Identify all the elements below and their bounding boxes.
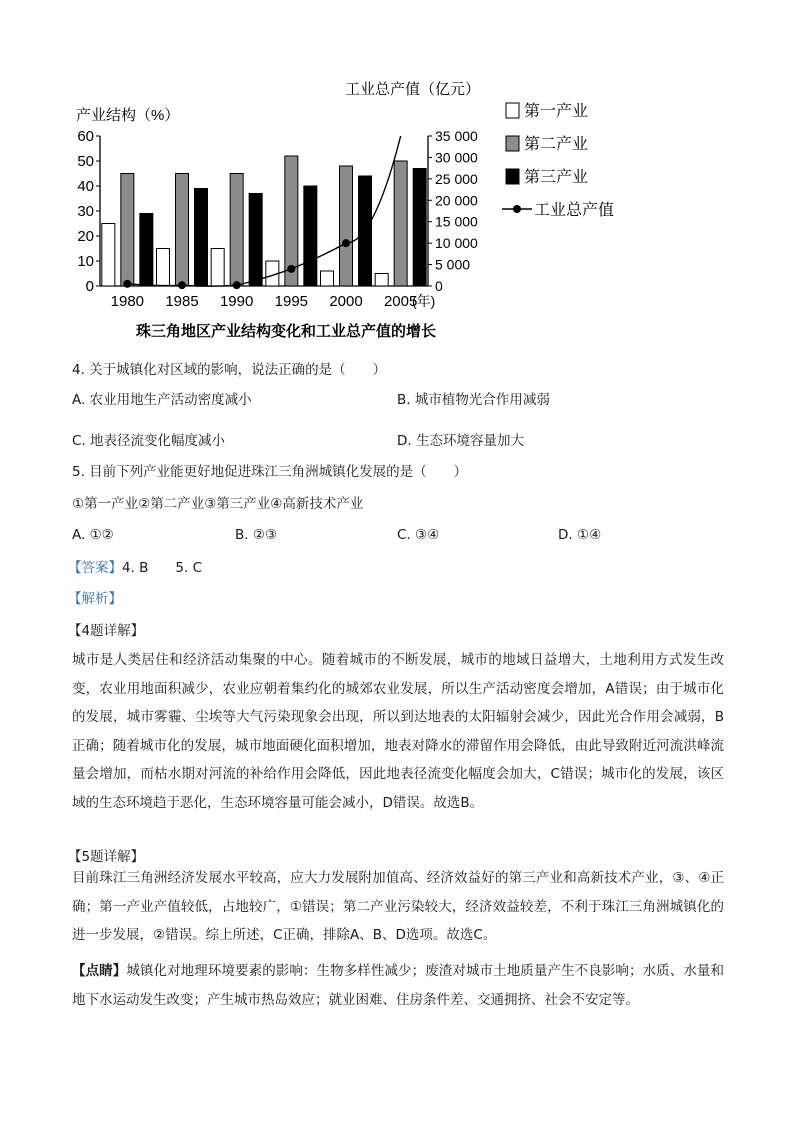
- x-tick-label: 2005: [383, 293, 418, 310]
- y-right-tick-label: 10 000: [435, 235, 478, 252]
- detail4-heading: 【4题详解】: [68, 623, 145, 639]
- y-left-tick-label: 0: [85, 278, 94, 295]
- point-2000: [342, 239, 350, 247]
- x-tick-label: 2000: [329, 293, 363, 310]
- legend-label-3: 第三产业: [524, 167, 589, 186]
- bar-2-1990: [230, 174, 243, 287]
- bar-2-2005: [394, 161, 407, 286]
- y-right-tick-label: 30 000: [435, 149, 478, 166]
- bar-2-1980: [121, 174, 134, 287]
- legend-swatch-2: [506, 136, 519, 151]
- q5-option-a[interactable]: A. ①②: [72, 527, 114, 543]
- industry-structure-chart: [60, 68, 640, 348]
- answer-text: 4. B 5. C: [122, 560, 203, 576]
- q5-option-d[interactable]: D. ①④: [558, 527, 602, 543]
- y-right-tick-label: 5 000: [435, 256, 471, 273]
- y-right-tick-label: 20 000: [435, 192, 478, 209]
- q4-option-b[interactable]: B. 城市植物光合作用减弱: [397, 392, 550, 408]
- q4-stem: 4. 关于城镇化对区域的影响，说法正确的是（ ）: [72, 362, 387, 378]
- bar-3-1990: [249, 194, 262, 287]
- y-right-label: 工业总产值（亿元）: [345, 81, 481, 98]
- dianjing-body: 城镇化对地理环境要素的影响：生物多样性减少；废渣对城市土地质量产生不良影响；水质、水量和地下水运动发生改变；产生城市热岛效应；就业困难、住房条件差、交通拥挤、社会不安定等。: [72, 963, 725, 1008]
- y-right-tick-label: 15 000: [435, 213, 478, 230]
- bar-1-1980: [102, 224, 115, 287]
- x-unit: (年): [412, 293, 436, 309]
- y-left-tick-label: 30: [77, 203, 94, 220]
- chart-legend: [502, 101, 614, 219]
- point-1995: [287, 265, 295, 273]
- point-1985: [178, 281, 186, 289]
- chart-bars: [102, 156, 426, 286]
- bar-3-2005: [413, 169, 426, 287]
- legend-swatch-3: [506, 169, 519, 184]
- y-right-tick-label: 25 000: [435, 170, 478, 187]
- bar-3-1980: [140, 214, 153, 287]
- legend-label-2: 第二产业: [524, 134, 589, 153]
- y-left-tick-label: 10: [77, 253, 94, 270]
- q5-option-b[interactable]: B. ②③: [235, 527, 278, 543]
- x-tick-label: 1985: [165, 293, 199, 310]
- dianjing-tag: 【点睛】: [72, 963, 127, 979]
- point-1980: [123, 280, 131, 288]
- q4-option-d[interactable]: D. 生态环境容量加大: [397, 433, 524, 449]
- bar-2-2000: [340, 166, 353, 286]
- y-left-tick-label: 20: [77, 228, 94, 245]
- dianjing-block: [72, 957, 724, 1014]
- detail5-heading: 【5题详解】: [68, 849, 145, 865]
- point-1990: [233, 281, 241, 289]
- y-left-label: 产业结构（%）: [76, 107, 180, 124]
- q4-option-c[interactable]: C. 地表径流变化幅度减小: [72, 433, 226, 449]
- bar-2-1985: [176, 174, 189, 287]
- x-tick-label: 1980: [110, 293, 145, 310]
- answer-line: [68, 556, 202, 576]
- bar-3-1985: [195, 189, 208, 287]
- analysis-tag: 【解析】: [68, 591, 122, 607]
- y-right-tick-label: 0: [435, 278, 443, 294]
- x-tick-label: 1990: [219, 293, 254, 310]
- legend-swatch-1: [506, 103, 519, 118]
- q4-option-a[interactable]: A. 农业用地生产活动密度减小: [72, 392, 252, 408]
- bar-1-2000: [321, 271, 334, 286]
- y-left-tick-label: 50: [77, 153, 94, 170]
- x-tick-label: 1995: [274, 293, 309, 310]
- q5-option-c[interactable]: C. ③④: [397, 527, 440, 543]
- bar-1-1990: [211, 249, 224, 287]
- q5-sub: ①第一产业②第二产业③第三产业④高新技术产业: [72, 496, 364, 512]
- bar-3-1995: [304, 186, 317, 286]
- q5-stem: 5. 目前下列产业能更好地促进珠江三角洲城镇化发展的是（ ）: [72, 464, 468, 480]
- y-left-tick-label: 40: [77, 178, 94, 195]
- legend-label-1: 第一产业: [524, 101, 589, 120]
- detail4-body: 城市是人类居住和经济活动集聚的中心。随着城市的不断发展，城市的地域日益增大，土地利用方式发生改变，农业用地面积减少，农业应朝着集约化的城郊农业发展，所以生产活动密度会增加，A错误；由于城市化的发展，城市雾霾、尘埃等大气污染现象会出现，所以到达地表的太阳辐射会减少，因此光合作用会减弱，B正确；随着城市化的发展，城市地面硬化面积增加，地表对降水的滞留作用会降低，由此导致附近河流洪峰流量会增加，而枯水期对河流的补给作用会降低，因此地表径流变化幅度会加大，C错误；城市化的发展，该区域的生态环境趋于恶化，生态环境容量可能会减小，D错误。故选B。: [72, 652, 724, 811]
- y-left-tick-label: 60: [77, 128, 94, 145]
- legend-line-dot: [513, 205, 521, 213]
- y-right-tick-label: 35 000: [435, 128, 478, 144]
- answer-tag: 【答案】: [68, 560, 122, 576]
- bar-1-2005: [375, 274, 388, 287]
- detail5-body: 目前珠江三角洲经济发展水平较高，应大力发展附加值高、经济效益好的第三产业和高新技术产业，③、④正确；第一产业产值较低，占地较广，①错误；第二产业污染较大，经济效益较差，不利于珠江三角洲城镇化的进一步发展，②错误。综上所述，C正确，排除A、B、D选项。故选C。: [72, 870, 724, 943]
- bar-1-1985: [157, 249, 170, 287]
- legend-label-line: 工业总产值: [534, 200, 615, 219]
- chart-title: 珠三角地区产业结构变化和工业总产值的增长: [136, 323, 437, 340]
